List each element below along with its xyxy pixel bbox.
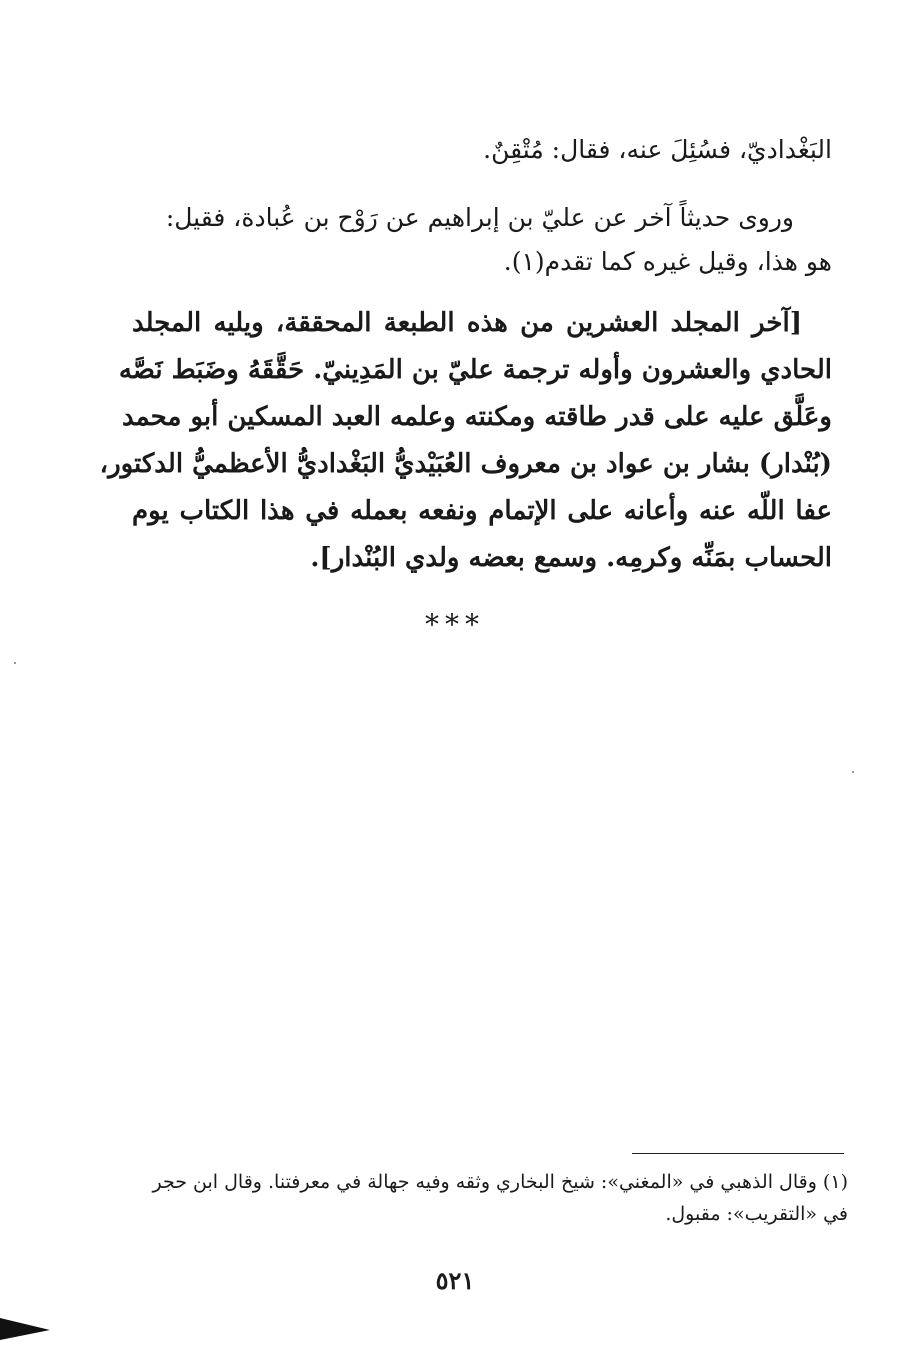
footnote-line-2: في «التقريب»: مقبول. — [665, 1203, 848, 1225]
paragraph-2 — [112, 196, 832, 284]
colophon-line-1: [آخر المجلد العشرين من هذه الطبعة المحققة، ويليه المجلد — [132, 308, 802, 338]
section-separator: *** — [425, 608, 485, 641]
colophon-line-6: الحساب بمَنِّه وكرمِه. وسمع بعضه ولدي البُنْدار]. — [310, 543, 832, 573]
colophon-line-5: عفا اللّه عنه وأعانه على الإتمام ونفعه بعمله في هذا الكتاب يوم — [132, 496, 832, 526]
paragraph-1-line-1: البَغْداديّ، فسُئِلَ عنه، فقال: مُتْقِنٌ. — [483, 135, 832, 164]
paragraph-2-line-2: هو هذا، وقيل غيره كما تقدم(١). — [503, 247, 832, 276]
colophon-line-2: الحادي والعشرون وأوله ترجمة عليّ بن المَدِينيّ. حَقَّقَهُ وضَبَط نَصَّه — [118, 355, 832, 385]
scan-speck — [14, 662, 16, 664]
scan-speck — [852, 771, 854, 773]
paragraph-2-line-1: وروى حديثاً آخر عن عليّ بن إبراهيم عن رَوْح بن عُبادة، فقيل: — [165, 203, 794, 232]
footnote-line-1: (١) وقال الذهبي في «المغني»: شيخ البخاري وثقه وفيه جهالة في معرفتنا. وقال ابن حجر — [152, 1171, 848, 1193]
colophon-line-4: (بُنْدار) بشار بن عواد بن معروف العُبَيْديُّ البَغْداديُّ الأعظميُّ الدكتور، — [99, 449, 832, 479]
colophon-line-3: وعَلَّق عليه على قدر طاقته ومكنته وعلمه العبد المسكين أبو محمد — [122, 402, 832, 432]
page-number: ٥٢١ — [435, 1266, 475, 1295]
footnote — [128, 1166, 848, 1230]
paragraph-1 — [112, 128, 832, 172]
scan-edge-mark — [0, 1318, 50, 1340]
colophon-paragraph — [99, 300, 832, 582]
footnote-divider — [632, 1153, 844, 1154]
